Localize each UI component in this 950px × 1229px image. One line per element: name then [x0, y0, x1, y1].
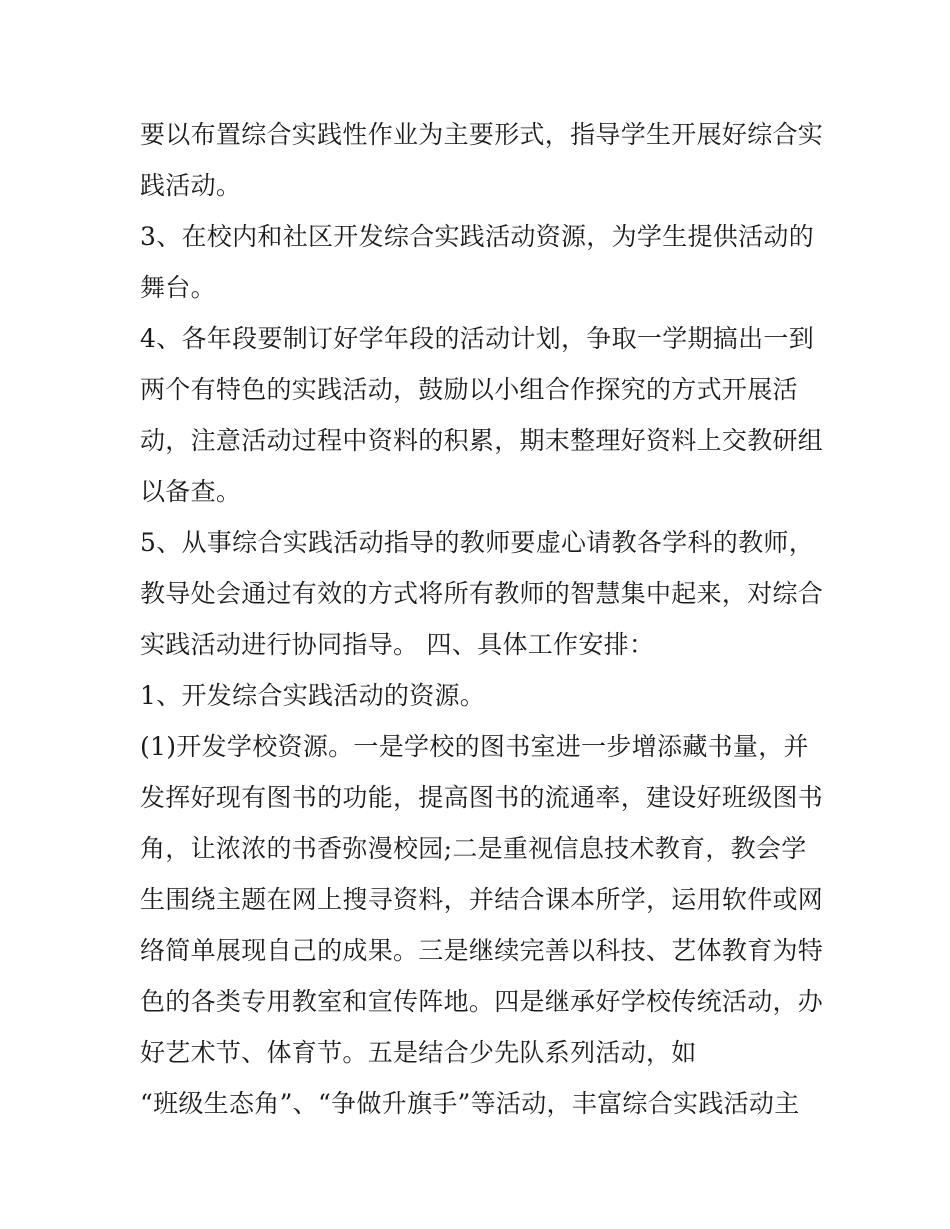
text-line: 教导处会通过有效的方式将所有教师的智慧集中起来，对综合 [140, 579, 824, 608]
text-line: 实践活动进行协同指导。 四、具体工作安排： [140, 630, 655, 659]
text-line: 色的各类专用教室和宣传阵地。四是继承好学校传统活动，办 [140, 987, 824, 1016]
text-line: 4、各年段要制订好学年段的活动计划，争取一学期搞出一到 [140, 324, 815, 353]
text-line: 舞台。 [140, 273, 216, 302]
text-line: 发挥好现有图书的功能，提高图书的流通率，建设好班级图书 [140, 783, 824, 812]
text-line: (1)开发学校资源。一是学校的图书室进一步增添藏书量，并 [140, 732, 809, 761]
text-line: 两个有特色的实践活动，鼓励以小组合作探究的方式开展活 [140, 375, 798, 404]
text-line: 动，注意活动过程中资料的积累，期末整理好资料上交教研组 [140, 426, 824, 455]
text-line: “班级生态角”、“争做升旗手”等活动，丰富综合实践活动主 [140, 1089, 800, 1118]
text-line: 以备查。 [140, 477, 242, 506]
text-line: 5、从事综合实践活动指导的教师要虚心请教各学科的教师， [140, 528, 815, 557]
text-line: 角，让浓浓的书香弥漫校园;二是重视信息技术教育，教会学 [140, 834, 807, 863]
text-line: 1、开发综合实践活动的资源。 [140, 681, 486, 710]
document-body [140, 109, 824, 1129]
text-line: 好艺术节、体育节。五是结合少先队系列活动，如 [140, 1038, 697, 1067]
text-line: 生围绕主题在网上搜寻资料，并结合课本所学，运用软件或网 [140, 885, 824, 914]
text-line: 要以布置综合实践性作业为主要形式，指导学生开展好综合实 [140, 120, 824, 149]
text-line: 践活动。 [140, 171, 242, 200]
text-line: 络简单展现自己的成果。三是继续完善以科技、艺体教育为特 [140, 936, 824, 965]
text-line: 3、在校内和社区开发综合实践活动资源，为学生提供活动的 [140, 222, 815, 251]
